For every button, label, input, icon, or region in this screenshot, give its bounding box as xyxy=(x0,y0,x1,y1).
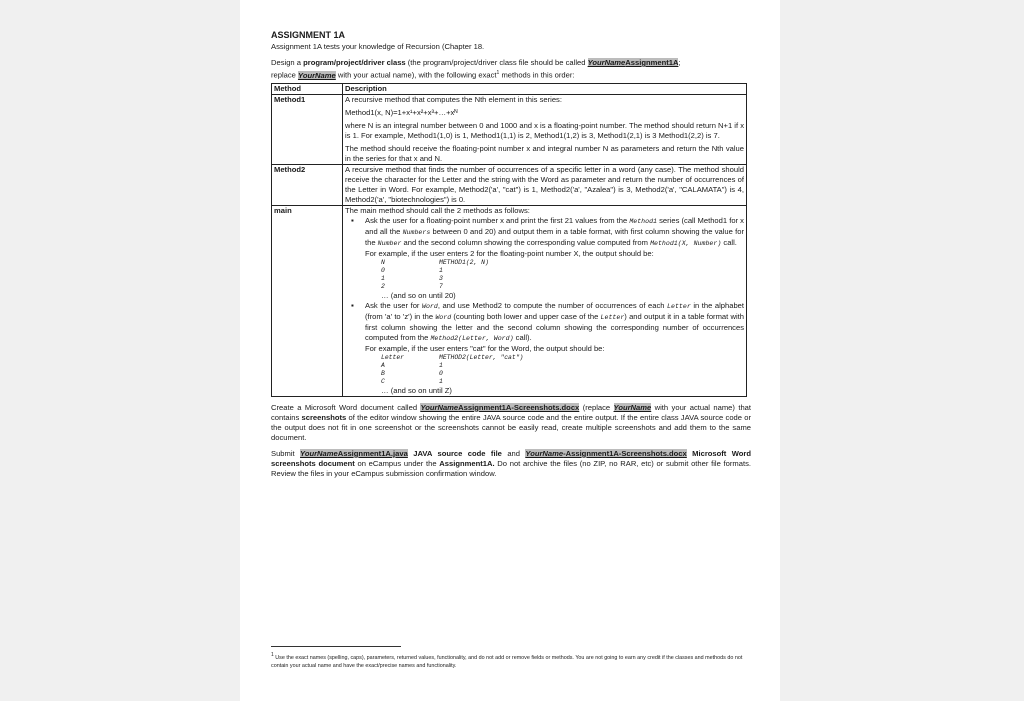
example-cell: 2 xyxy=(381,282,385,290)
footnote-number: 1 xyxy=(271,652,274,658)
yourname-highlight: YourName xyxy=(613,402,652,412)
submit-bold: JAVA source code file xyxy=(407,448,502,458)
intro-text-3: ; xyxy=(678,58,681,67)
method1-line: A recursive method that computes the Nth element in this series: xyxy=(345,94,562,104)
example-cell: 7 xyxy=(439,282,443,290)
footnote xyxy=(271,651,751,670)
yourname-highlight: YourName xyxy=(420,402,459,412)
bullet-text: in the alphabet (from 'a' to 'z') in the xyxy=(365,300,744,321)
main-description xyxy=(343,205,747,396)
main-bullet-1 xyxy=(365,216,744,301)
main-bullet-2 xyxy=(365,301,744,396)
intro-paragraph xyxy=(271,58,751,81)
example-cell: 1 xyxy=(439,361,443,369)
docx-file-name: -Assignment1A-Screenshots.docx xyxy=(563,448,687,458)
example-cell: 3 xyxy=(439,274,443,282)
footnote-text: Use the exact names (spelling, caps), parameters, returned values, functionality, and do not add or remove fields or methods. You are not going to earn any credit if the classes and methods do not contain your actual name and have the exact/precise names and functionality. xyxy=(271,654,743,669)
main-name: main xyxy=(272,205,343,396)
example-cell: METHOD2(Letter, "cat") xyxy=(439,353,524,361)
intro-text-2: (the program/project/driver class file should be called xyxy=(405,58,588,67)
create-text: with your actual name) that contains xyxy=(271,402,751,422)
code-text: Word xyxy=(435,313,452,321)
table-row xyxy=(272,164,747,205)
code-text: Number xyxy=(377,239,402,247)
example-1-row xyxy=(381,275,744,283)
yourname-highlight: YourName xyxy=(525,448,564,458)
create-text: (replace xyxy=(579,402,614,412)
example-2-header xyxy=(381,354,744,362)
java-file-name: Assignment1A.java xyxy=(337,448,408,458)
submit-text: Do not archive the files (no ZIP, no RAR, etc) or submit other file formats. Review the files in your eCampus submission confirmation window. xyxy=(271,458,751,478)
example-1-row xyxy=(381,283,744,291)
method2-line: A recursive method that finds the number of occurrences of a specific letter in a word (any case). The method should receive the character for the Letter and the string with the Word as parameter and return the number of occurrences of the Letter in Word. For example, Method2('a', "cat") is 1, Method2('a', "Azalea") is 3, Method2('a', "CALAMATA") is 4, Method2('a', "biotechnologies") is 0. xyxy=(345,164,744,204)
table-row xyxy=(272,205,747,396)
code-text: Word xyxy=(421,302,438,310)
bullet-text: ) and output it in a table format with first column showing the letter and the second column showing the corresponding number of occurrences computed from the xyxy=(365,311,744,342)
example-1-row xyxy=(381,267,744,275)
submit-paragraph xyxy=(271,449,751,479)
example-cell: 1 xyxy=(439,377,443,385)
submit-text: and xyxy=(501,448,526,458)
assignment-title: ASSIGNMENT 1A xyxy=(271,30,346,40)
example-1-header xyxy=(381,259,744,267)
example-cell: 1 xyxy=(439,266,443,274)
example-1-text: For example, if the user enters 2 for the floating-point number X, the output should be: xyxy=(365,248,654,258)
create-paragraph xyxy=(271,403,751,443)
code-text: Numbers xyxy=(402,228,431,236)
footnote-ref: 1 xyxy=(496,70,500,76)
document-page xyxy=(240,0,780,701)
submit-bold: Assignment1A. xyxy=(439,458,495,468)
intro-text-5: with your actual name), with the following exact xyxy=(335,70,497,80)
screenshots-docx-name: Assignment1A-Screenshots.docx xyxy=(458,402,580,412)
code-text: Letter xyxy=(667,302,691,310)
bullet-text: between 0 and 20) and output them in a table format, with first column showing the value for the xyxy=(365,226,744,247)
code-text: Method2(Letter, Word) xyxy=(430,334,514,342)
example-cell: 0 xyxy=(439,369,443,377)
example-2-text: For example, if the user enters "cat" for the Word, the output should be: xyxy=(365,343,605,353)
example-cell: C xyxy=(381,377,385,385)
yourname-highlight: YourName xyxy=(298,70,336,80)
example-2-tail: … (and so on until Z) xyxy=(381,385,452,395)
example-cell: A xyxy=(381,361,385,369)
submit-text: on eCampus under the xyxy=(354,458,440,468)
footnote-divider xyxy=(271,646,401,647)
method1-formula: Method1(x, N)=1+x¹+x²+x³+…+xᴺ xyxy=(345,107,458,117)
example-1-table xyxy=(381,259,744,291)
bullet-text: Ask the user for a floating-point number x and print the first 21 values from the xyxy=(365,215,630,225)
bullet-text: Ask the user for xyxy=(365,300,422,310)
intro-classname: Assignment1A xyxy=(625,58,679,67)
code-text: Method1 xyxy=(629,217,658,225)
submit-text: Submit xyxy=(271,448,301,458)
methods-table xyxy=(271,83,747,397)
intro-text-1: Design a xyxy=(271,58,304,67)
yourname-highlight: YourName xyxy=(300,448,338,458)
create-text: of the editor window showing the entire JAVA source code and the entire output. If the entire class JAVA source code or the output does not fit in one screenshot or the screenshots cannot be easily read, create multiple screenshots and add them to the same document. xyxy=(271,412,751,442)
method1-line: where N is an integral number between 0 and 1000 and x is a floating-point number. The method should return N+1 if x is 1. For example, Method1(1,0) is 1, Method1(1,1) is 2, Method1(1,2) is 3, Method1(2,1) is 3 Method1(2,2) is 7. xyxy=(345,120,744,140)
code-text: Letter xyxy=(600,313,625,321)
method2-name: Method2 xyxy=(272,164,343,205)
yourname-highlight: YourName xyxy=(587,58,626,67)
code-text: Method1(X, Number) xyxy=(650,239,722,247)
method1-name: Method1 xyxy=(272,94,343,164)
submit-bold: Microsoft Word screenshots document xyxy=(271,448,752,468)
example-cell: METHOD1(2, N) xyxy=(439,258,489,266)
create-bold: screenshots xyxy=(301,412,347,422)
bullet-text: call). xyxy=(513,332,532,342)
example-2-row xyxy=(381,370,744,378)
table-row xyxy=(272,94,747,164)
example-2-row xyxy=(381,362,744,370)
main-intro: The main method should call the 2 methods as follows: xyxy=(345,205,530,215)
bullet-text: , and use Method2 to compute the number of occurrences of each xyxy=(437,300,668,310)
method1-line: The method should receive the floating-point number x and integral number N as parameters and return the Nth value in the series for that x and N. xyxy=(345,143,744,163)
table-header-row xyxy=(272,83,747,94)
example-cell: 1 xyxy=(381,274,385,282)
main-bullets xyxy=(345,216,744,396)
assignment-subtitle: Assignment 1A tests your knowledge of Recursion (Chapter 18. xyxy=(271,42,485,51)
example-cell: Letter xyxy=(381,353,405,361)
bullet-text: and the second column showing the corresponding value computed from xyxy=(401,237,651,247)
bullet-text: call. xyxy=(721,237,737,247)
intro-bold-1: program/project/driver class xyxy=(303,58,406,67)
example-cell: 0 xyxy=(381,266,385,274)
header-description: Description xyxy=(343,83,747,94)
example-cell: B xyxy=(381,369,385,377)
method2-description xyxy=(343,164,747,205)
example-1-tail: … (and so on until 20) xyxy=(381,290,456,300)
create-text: Create a Microsoft Word document called xyxy=(271,402,421,412)
header-method: Method xyxy=(272,83,343,94)
method1-description xyxy=(343,94,747,164)
intro-text-6: methods in this order: xyxy=(499,70,575,80)
example-2-table xyxy=(381,354,744,386)
intro-text-4: replace xyxy=(271,70,299,80)
example-cell: N xyxy=(381,258,385,266)
bullet-text: (counting both lower and upper case of the xyxy=(451,311,601,321)
example-2-row xyxy=(381,378,744,386)
bullet-text: series (call Method1 for x and all the xyxy=(365,215,744,236)
document-content xyxy=(271,30,751,479)
